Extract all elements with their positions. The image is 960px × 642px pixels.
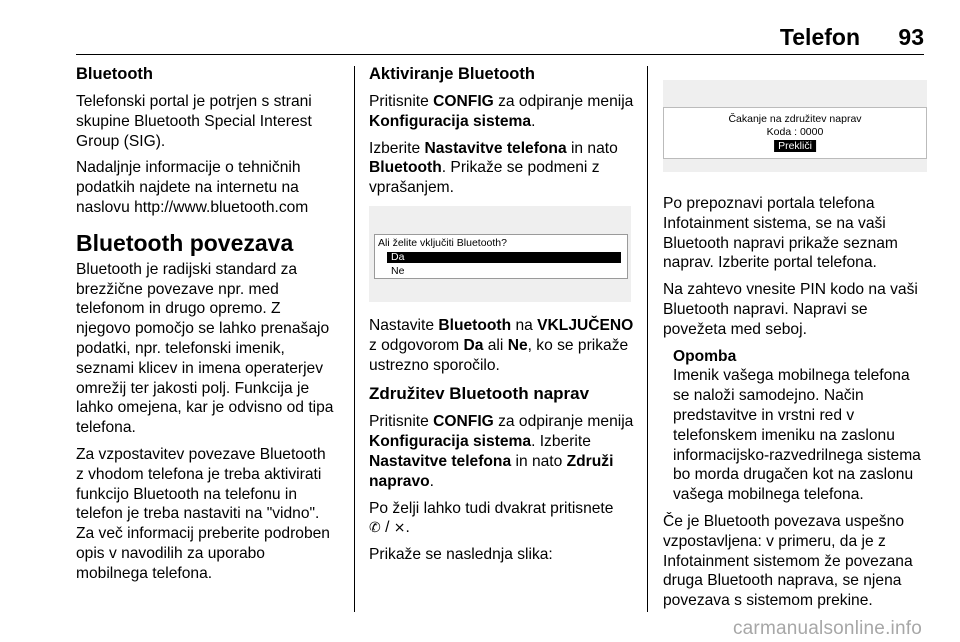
column-divider-2	[647, 66, 648, 612]
text: Pritisnite	[369, 93, 434, 110]
text: .	[429, 472, 435, 490]
keyword-config: CONFIG	[433, 413, 494, 431]
heading-pairing: Združitev Bluetooth naprav	[369, 384, 590, 404]
waiting-text: Čakanje na združitev naprav	[728, 113, 862, 125]
text: /	[380, 519, 394, 537]
text: in nato	[511, 452, 567, 470]
heading-activation: Aktiviranje Bluetooth	[369, 65, 535, 83]
text: za odpiranje menija	[493, 413, 634, 431]
keyword-no: Ne	[507, 336, 528, 354]
option-no[interactable]: Ne	[391, 264, 405, 277]
text: Pritisnite	[369, 413, 434, 431]
text: .	[405, 519, 410, 537]
paragraph-activation-select	[369, 139, 639, 198]
keyword-on: VKLJUČENO	[537, 316, 634, 334]
text: .	[531, 112, 536, 130]
paragraph-device-list: Po prepoznavi portala telefona Infotainment sistema, se na vaši Bluetooth napravi prikaže seznam naprav. Izberite portal telefona.	[663, 195, 898, 272]
note-title: Opomba	[673, 347, 737, 365]
paragraph-sig: Telefonski portal je potrjen s strani skupine Bluetooth Special Interest Group (SIG).	[76, 93, 312, 150]
paragraph-press-twice	[369, 499, 639, 539]
text: Nastavite	[369, 316, 439, 334]
bluetooth-cross-icon: ⨯	[393, 519, 406, 536]
keyword-config: CONFIG	[433, 93, 494, 110]
dialog-box	[374, 234, 628, 279]
cancel-button[interactable]: Prekliči	[774, 140, 816, 152]
pairing-code: Koda : 0000	[766, 126, 824, 138]
keyword-phone-settings: Nastavitve telefona	[369, 452, 512, 470]
column-3	[663, 64, 931, 618]
screen-bluetooth-question	[369, 206, 631, 302]
paragraph-info-link: Nadaljnje informacije o tehničnih podatkih najdete na internetu na naslovu http://www.bluetooth.com	[76, 159, 309, 216]
text: na	[511, 316, 538, 334]
text: . Izberite	[531, 433, 591, 451]
keyword-bluetooth: Bluetooth	[369, 159, 442, 177]
text: in nato	[566, 139, 618, 157]
note-text: Imenik vašega mobilnega telefona se naloži samodejno. Način predstavitve in vrstni red v telefonskem imeniku na zaslonu informacijsko-razvedrilnega sistema bo morda drugačen kot na zaslonu vašega mobilnega telefona.	[673, 367, 921, 504]
text: z odgovorom	[369, 336, 464, 354]
keyword-yes: Da	[463, 336, 484, 354]
paragraph-set-bluetooth	[369, 316, 639, 375]
paragraph-pairing-config	[369, 412, 639, 491]
dialog-question: Ali želite vključiti Bluetooth?	[378, 236, 507, 249]
heading-bluetooth-connection: Bluetooth povezava	[76, 229, 294, 256]
paragraph-activation-config	[369, 92, 639, 132]
keyword-phone-settings: Nastavitve telefona	[424, 139, 567, 157]
keyword-bluetooth: Bluetooth	[438, 316, 512, 334]
page-header	[0, 24, 960, 54]
text: Po želji lahko tudi dvakrat pritisnete	[369, 499, 614, 517]
paragraph-connection-success: Če je Bluetooth povezava uspešno vzpostavljena: v primeru, da je z Infotainment sistemom že povezana druga Bluetooth naprava, se njena povezava s sistemom prekine.	[663, 512, 913, 610]
paragraph-radio-standard: Bluetooth je radijski standard za brezžične povezave npr. med telefonom in drugo opremo. Z njegovo pomočjo se lahko prenašajo podatki, npr. telefonski imenik, seznami klicev in imena operaterjev omrežij ter jakosti polj. Funkcija je lahko omejena, kar je odvisno od tipa telefona.	[76, 260, 334, 437]
note-box	[673, 347, 931, 505]
column-divider-1	[354, 66, 355, 612]
header-title: Telefon	[779, 24, 860, 50]
column-1	[76, 64, 344, 591]
keyword-pair-device: Združi napravo	[369, 452, 614, 490]
page-number: 93	[898, 24, 924, 50]
heading-bluetooth: Bluetooth	[76, 65, 153, 83]
dialog-box	[663, 107, 927, 159]
text: za odpiranje menija	[493, 93, 634, 110]
keyword-system-config: Konfiguracija sistema	[369, 112, 532, 130]
header-rule	[76, 54, 924, 55]
text: Izberite	[369, 139, 425, 157]
column-2	[369, 64, 639, 572]
phone-icon: ✆	[369, 519, 381, 536]
screen-pairing-wait	[663, 80, 927, 172]
text: , ko se prikaže ustrezno sporočilo.	[369, 336, 629, 374]
paragraph-setup-connection: Za vzpostavitev povezave Bluetooth z vhodom telefona je treba aktivirati funkcijo Bluetooth na telefonu in telefon je treba nastaviti na "vidno". Za več informacij preberite podroben opis v navodilih za uporabo mobilnega telefona.	[76, 445, 330, 582]
selection-highlight	[387, 252, 621, 263]
keyword-system-config: Konfiguracija sistema	[369, 433, 532, 451]
option-yes[interactable]: Da	[391, 250, 405, 263]
paragraph-pin: Na zahtevo vnesite PIN kodo na vaši Bluetooth napravi. Napravi se povežeta med seboj.	[663, 281, 918, 338]
watermark: carmanualsonline.info	[732, 618, 922, 639]
paragraph-image-follows: Prikaže se naslednja slika:	[369, 546, 553, 564]
text: . Prikaže se podmeni z vprašanjem.	[369, 159, 600, 197]
text: ali	[483, 336, 508, 354]
